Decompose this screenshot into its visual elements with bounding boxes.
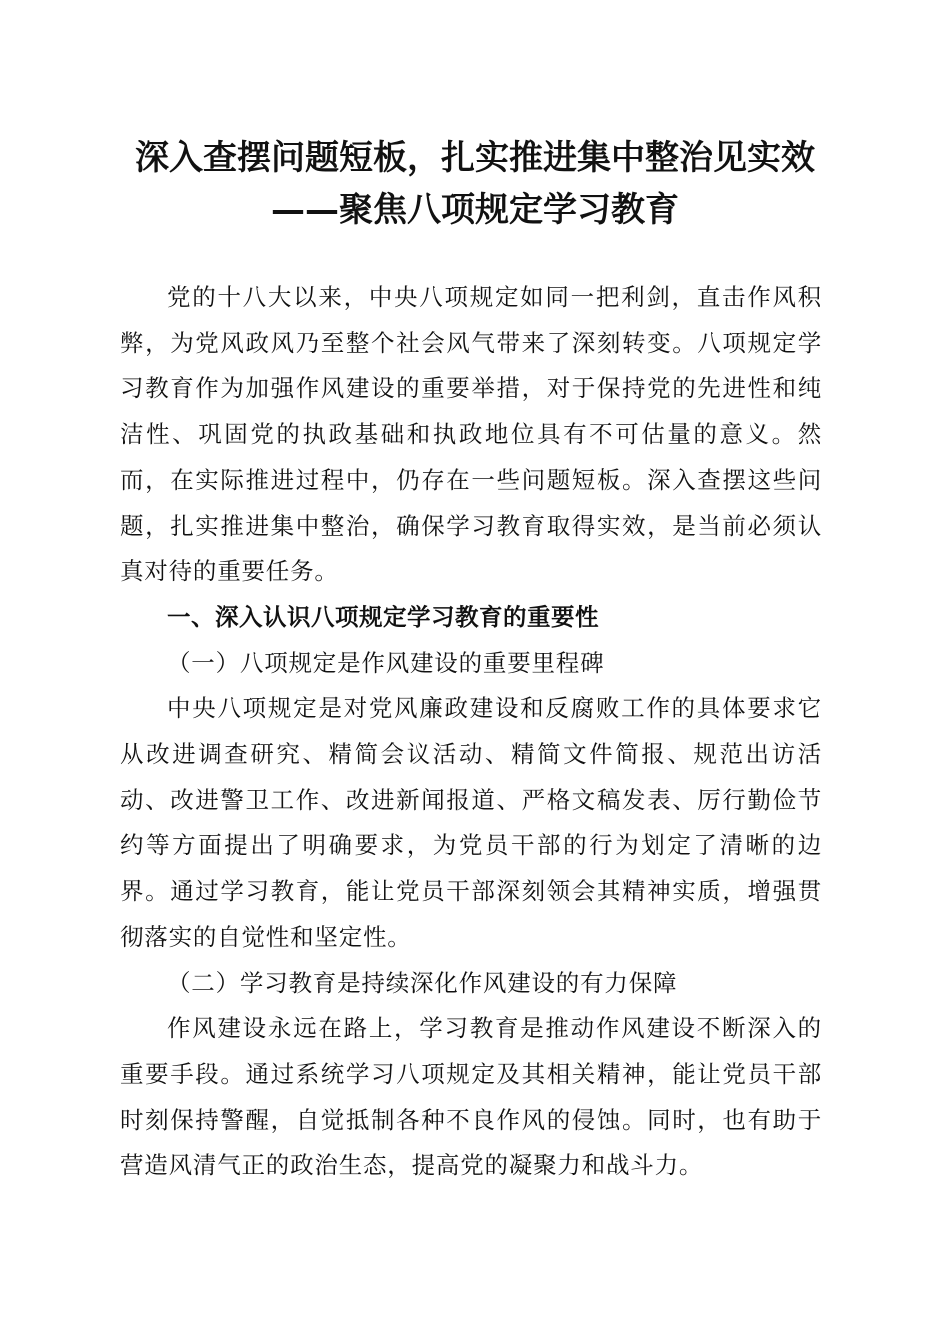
document-title (100, 132, 850, 236)
subsection-2-heading: （二）学习教育是持续深化作风建设的有力保障 (167, 968, 678, 997)
intro-paragraph: 党的十八大以来，中央八项规定如同一把利剑，直击作风积弊，为党风政风乃至整个社会风气带来了深刻转变。八项规定学习教育作为加强作风建设的重要举措，对于保持党的先进性和纯洁性、巩固党的执政基础和执政地位具有不可估量的意义。然而，在实际推进过程中，仍存在一些问题短板。深入查摆这些问题，扎实推进集中整治，确保学习教育取得实效，是当前必须认真对待的重要任务。 (120, 283, 822, 586)
document-body (120, 275, 822, 1189)
subsection-2-paragraph: 作风建设永远在路上，学习教育是推动作风建设不断深入的重要手段。通过系统学习八项规定及其相关精神，能让党员干部时刻保持警醒，自觉抵制各种不良作风的侵蚀。同时，也有助于营造风清气正的政治生态，提高党的凝聚力和战斗力。 (120, 1014, 822, 1180)
subsection-1-heading: （一）八项规定是作风建设的重要里程碑 (167, 648, 605, 677)
title-main: 深入查摆问题短板，扎实推进集中整治见实效 (135, 138, 815, 178)
section-1-heading: 一、深入认识八项规定学习教育的重要性 (167, 602, 599, 631)
title-subtitle: ——聚焦八项规定学习教育 (271, 190, 679, 230)
subsection-1-paragraph: 中央八项规定是对党风廉政建设和反腐败工作的具体要求它从改进调查研究、精简会议活动、精简文件简报、规范出访活动、改进警卫工作、改进新闻报道、严格文稿发表、厉行勤俭节约等方面提出了明确要求，为党员干部的行为划定了清晰的边界。通过学习教育，能让党员干部深刻领会其精神实质，增强贯彻落实的自觉性和坚定性。 (120, 694, 822, 951)
